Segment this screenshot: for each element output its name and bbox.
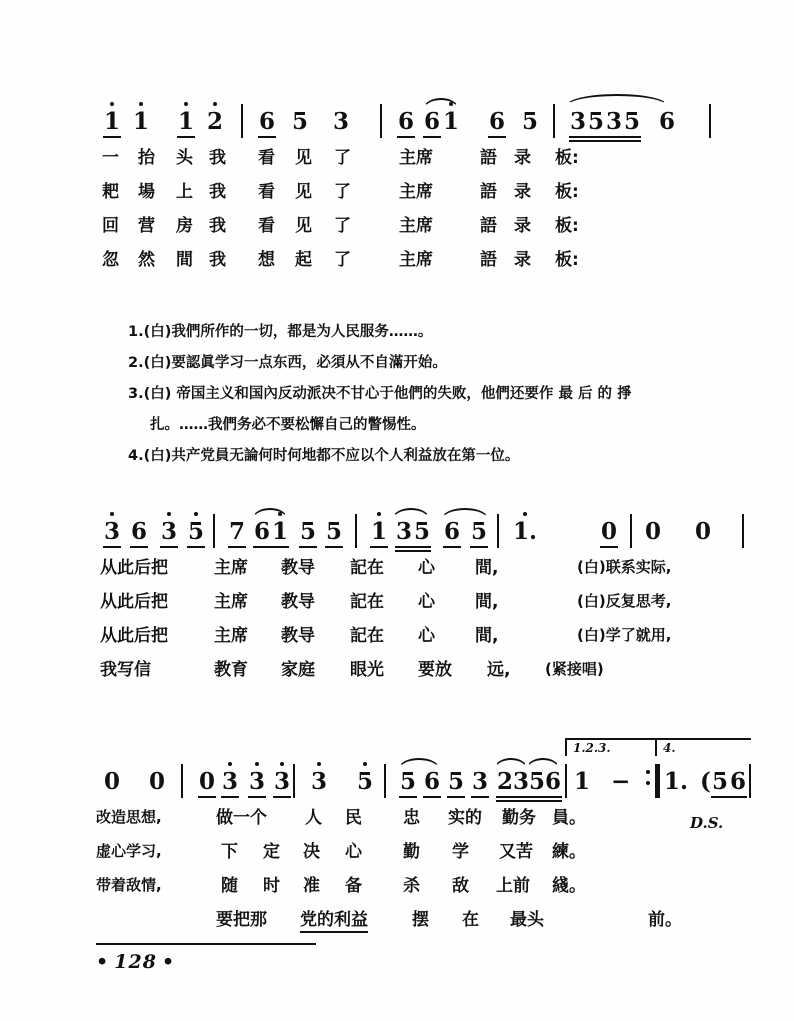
note-6: 6 <box>259 108 276 135</box>
lyric-syllable: 練。 <box>552 842 586 862</box>
lyric-syllable: 間, <box>475 626 499 646</box>
slur-arc <box>566 94 668 106</box>
lyric-line <box>0 844 794 870</box>
lyric-syllable: 远, <box>487 660 511 680</box>
slur-arc <box>494 758 528 770</box>
lyric-syllable: 記在 <box>350 558 384 578</box>
note-6: 6 <box>424 768 441 795</box>
note-1: 1 <box>104 108 121 135</box>
slur-arc <box>398 758 440 770</box>
note-3: 3 <box>222 768 239 795</box>
note-5: 5 <box>357 768 374 795</box>
barline <box>241 104 243 138</box>
lyric-syllable: 忠 <box>403 808 420 828</box>
lyric-line <box>0 594 794 620</box>
lyric-syllable: 間 <box>176 250 193 270</box>
lyric-syllable: 敌 <box>452 876 469 896</box>
music-system-2 <box>0 506 794 680</box>
lyric-syllable: 党的利益 <box>300 912 368 933</box>
lyric-syllable: 教导 <box>281 626 315 646</box>
lyric-syllable: 心 <box>418 558 435 578</box>
note-6: 6 <box>398 108 415 135</box>
lyric-syllable: 眼光 <box>350 660 384 680</box>
note-3: 3 <box>472 768 489 795</box>
lyric-syllable: 心 <box>418 592 435 612</box>
volta-label: 4. <box>663 741 676 755</box>
note-1: 1. <box>664 768 689 795</box>
barline <box>630 514 632 548</box>
lyric-syllable: 我 <box>209 182 226 202</box>
lyric-syllable: 語 <box>480 216 497 236</box>
lyric-syllable: 又苦 <box>499 842 533 862</box>
beam-line <box>370 546 388 548</box>
beam-line <box>544 800 562 802</box>
lyric-syllable: 定 <box>263 842 280 862</box>
spoken-line: 2.(白)要認眞学习一点东西，必須从不自滿开始。 <box>128 355 447 372</box>
lyric-syllable: 綫。 <box>552 876 586 896</box>
spoken-line: 1.(白)我們所作的一切，都是为人民服务……。 <box>128 324 433 340</box>
lyric-syllable: 起 <box>295 250 312 270</box>
note-5: 5 <box>522 108 539 135</box>
lyric-line <box>0 878 794 904</box>
lyric-line <box>0 912 794 938</box>
lyric-syllable: (白)反复思考, <box>577 592 672 610</box>
note-6: 6 <box>254 518 271 545</box>
lyric-syllable: 前。 <box>648 910 682 930</box>
lyric-syllable: 录 <box>514 216 531 236</box>
slur-arc <box>392 508 430 520</box>
lyric-syllable: 准 <box>303 876 320 896</box>
slur-arc <box>526 758 560 770</box>
note-5: 5 <box>624 108 641 135</box>
note-3: 3 <box>570 108 587 135</box>
lyric-syllable: 民 <box>345 808 362 828</box>
note-0: 0 <box>199 768 216 795</box>
note-row-2 <box>0 506 794 556</box>
lyric-syllable: 上 <box>176 182 193 202</box>
note-2: 2 <box>497 768 514 795</box>
beam-line <box>253 546 271 548</box>
beam-line <box>413 546 431 548</box>
lyric-syllable: 板: <box>555 250 579 270</box>
lyric-syllable: 看 <box>258 216 275 236</box>
spoken-text-block <box>128 322 728 477</box>
barline <box>384 764 386 798</box>
beam-line <box>397 136 415 138</box>
beam-line <box>470 546 488 548</box>
note-5: 5 <box>292 108 309 135</box>
note-5: 5 <box>414 518 431 545</box>
barline <box>565 764 567 798</box>
volta-label: 1.2.3. <box>573 741 611 755</box>
note-1: 1 <box>272 518 289 545</box>
lyric-syllable: 我写信 <box>100 660 151 680</box>
lyric-syllable: 要放 <box>418 660 452 680</box>
lyric-syllable: 录 <box>514 250 531 270</box>
lyric-syllable: 語 <box>480 182 497 202</box>
note-5: 5 <box>712 768 729 795</box>
lyric-syllable: 我 <box>209 250 226 270</box>
note-1: 1 <box>443 108 460 135</box>
beam-line <box>103 136 121 138</box>
lyric-syllable: 上前 <box>496 876 530 896</box>
lyric-syllable: 板: <box>555 182 579 202</box>
beam-line <box>177 136 195 138</box>
lyric-line <box>0 662 794 688</box>
lyric-syllable: 心 <box>418 626 435 646</box>
note-3: 3 <box>606 108 623 135</box>
lyric-syllable: 时 <box>263 876 280 896</box>
volta-bracket <box>565 738 657 756</box>
lyric-syllable: 从此后把 <box>100 558 168 578</box>
lyric-syllable: 下 <box>221 842 238 862</box>
note-1: 1. <box>513 518 538 545</box>
lyric-syllable: 間, <box>475 558 499 578</box>
beam-line <box>623 140 641 142</box>
lyric-syllable: 杀 <box>403 876 420 896</box>
lyric-syllable: 板: <box>555 216 579 236</box>
beam-line <box>325 546 343 548</box>
note-0: 0 <box>149 768 166 795</box>
lyric-syllable: 决 <box>303 842 320 862</box>
lyric-syllable: 主席 <box>214 558 248 578</box>
lyric-syllable: 看 <box>258 148 275 168</box>
note-6: 6 <box>424 108 441 135</box>
lyric-syllable: 营 <box>138 216 155 236</box>
lyric-syllable: 见 <box>295 216 312 236</box>
note-6: 6 <box>545 768 562 795</box>
lyric-syllable: 勤 <box>403 842 420 862</box>
lyric-syllable: 耙 <box>102 182 119 202</box>
beam-line <box>248 796 266 798</box>
lyric-line <box>0 218 794 244</box>
beam-line <box>273 796 291 798</box>
page-footer <box>96 943 316 973</box>
lyric-syllable: 见 <box>295 148 312 168</box>
beam-line <box>711 796 729 798</box>
lyric-syllable: 家庭 <box>281 660 315 680</box>
lyric-syllable: 場 <box>138 182 155 202</box>
lyric-syllable: (紧接唱) <box>545 660 604 678</box>
lyric-syllable: 抬 <box>138 148 155 168</box>
spoken-line: 3.(白) 帝国主义和国內反动派决不甘心于他們的失败，他們还要作 最 后 的 掙 <box>128 386 632 403</box>
barline <box>553 104 555 138</box>
beam-line <box>221 796 239 798</box>
note-3: 3 <box>274 768 291 795</box>
beam-line <box>587 140 605 142</box>
lyric-syllable: 勤务 <box>502 808 536 828</box>
lyric-syllable: 虚心学习, <box>96 842 162 860</box>
lyric-syllable: 录 <box>514 182 531 202</box>
note-6: 6 <box>730 768 747 795</box>
barline <box>355 514 357 548</box>
lyric-syllable: 学 <box>452 842 469 862</box>
beam-line <box>395 550 413 552</box>
lyric-syllable: 板: <box>555 148 579 168</box>
lyric-syllable: 我 <box>209 216 226 236</box>
barline <box>181 764 183 798</box>
note-1: 1 <box>178 108 195 135</box>
spoken-line: 4.(白)共产党員无論何时何地都不应以个人利益放在第一位。 <box>128 448 520 465</box>
lyric-line <box>0 184 794 210</box>
beam-line <box>447 796 465 798</box>
note-5: 5 <box>326 518 343 545</box>
lyric-syllable: 主席 <box>214 626 248 646</box>
note-5: 5 <box>471 518 488 545</box>
slur-arc <box>252 508 288 520</box>
note-0: 0 <box>104 768 121 795</box>
note-3: 3 <box>311 768 328 795</box>
lyric-syllable: 摆 <box>412 910 429 930</box>
beam-line <box>160 546 178 548</box>
lyric-syllable: 了 <box>334 216 351 236</box>
beam-line <box>569 140 587 142</box>
beam-line <box>187 546 205 548</box>
beam-line <box>198 796 216 798</box>
lyric-syllable: 主席 <box>214 592 248 612</box>
note-3: 3 <box>161 518 178 545</box>
barline <box>213 514 215 548</box>
page-marker-right: • <box>162 951 176 973</box>
barline <box>497 514 499 548</box>
lyric-syllable: 員。 <box>552 808 586 828</box>
lyric-syllable: 間, <box>475 592 499 612</box>
beam-line <box>605 136 623 138</box>
lyric-syllable: 了 <box>334 182 351 202</box>
note-5: 5 <box>588 108 605 135</box>
beam-line <box>228 546 246 548</box>
lyric-syllable: 做一个 <box>216 808 267 828</box>
lyric-syllable: 在 <box>462 910 479 930</box>
beam-line <box>130 546 148 548</box>
note-3: 3 <box>104 518 121 545</box>
note-6: 6 <box>444 518 461 545</box>
note-5: 5 <box>448 768 465 795</box>
slur-arc <box>423 98 459 110</box>
lyric-syllable: 語 <box>480 148 497 168</box>
lyric-syllable: 記在 <box>350 592 384 612</box>
beam-line <box>423 796 441 798</box>
lyric-syllable: 房 <box>176 216 193 236</box>
lyric-syllable: 主席 <box>399 250 433 270</box>
beam-line <box>103 546 121 548</box>
note-: ( <box>700 768 711 795</box>
note-row-1 <box>0 96 794 146</box>
barline <box>749 764 751 798</box>
lyric-syllable: 头 <box>176 148 193 168</box>
beam-line <box>488 136 506 138</box>
beam-line <box>600 546 618 548</box>
repeat-dots <box>646 770 650 792</box>
lyric-syllable: 教导 <box>281 558 315 578</box>
lyric-syllable: 要把那 <box>216 910 267 930</box>
lyric-syllable: 教导 <box>281 592 315 612</box>
note-: − <box>611 768 631 795</box>
lyric-syllable: 从此后把 <box>100 592 168 612</box>
page-marker-left: • <box>96 951 110 973</box>
note-3: 3 <box>333 108 350 135</box>
beam-line <box>399 796 417 798</box>
lyric-syllable: 心 <box>345 842 362 862</box>
note-3: 3 <box>396 518 413 545</box>
lyric-syllable: 了 <box>334 148 351 168</box>
lyric-syllable: 語 <box>480 250 497 270</box>
note-0: 0 <box>695 518 712 545</box>
lyric-syllable: 主席 <box>399 148 433 168</box>
beam-line <box>299 546 317 548</box>
note-5: 5 <box>300 518 317 545</box>
lyric-syllable: 人 <box>305 808 322 828</box>
lyric-syllable: 从此后把 <box>100 626 168 646</box>
music-system-1 <box>0 96 794 270</box>
note-6: 6 <box>489 108 506 135</box>
note-1: 1 <box>371 518 388 545</box>
beam-line <box>471 796 489 798</box>
lyric-syllable: 記在 <box>350 626 384 646</box>
note-6: 6 <box>131 518 148 545</box>
lyric-syllable: 一 <box>102 148 119 168</box>
lyric-line <box>0 560 794 586</box>
beam-line <box>569 136 587 138</box>
note-1: 1 <box>133 108 150 135</box>
note-2: 2 <box>207 108 224 135</box>
lyric-line <box>0 150 794 176</box>
lyric-syllable: 了 <box>334 250 351 270</box>
lyric-syllable: (白)联系实际, <box>577 558 672 576</box>
lyric-syllable: 教育 <box>214 660 248 680</box>
barline <box>380 104 382 138</box>
beam-line <box>587 136 605 138</box>
note-3: 3 <box>249 768 266 795</box>
volta-bracket <box>655 738 751 756</box>
note-0: 0 <box>601 518 618 545</box>
lyric-syllable: 带着敌情, <box>96 876 162 894</box>
beam-line <box>395 546 413 548</box>
lyric-syllable: 随 <box>221 876 238 896</box>
lyric-syllable: 想 <box>258 250 275 270</box>
spoken-line: 扎。……我們务必不要松懈自己的瞥惕性。 <box>150 417 426 434</box>
lyric-syllable: 见 <box>295 182 312 202</box>
note-3: 3 <box>513 768 530 795</box>
lyric-syllable: 看 <box>258 182 275 202</box>
beam-line <box>443 546 461 548</box>
beam-line <box>258 136 276 138</box>
lyric-line <box>0 252 794 278</box>
barline <box>742 514 744 548</box>
lyric-syllable: 备 <box>345 876 362 896</box>
lyric-syllable: 回 <box>102 216 119 236</box>
barline <box>709 104 711 138</box>
beam-line <box>605 140 623 142</box>
note-0: 0 <box>645 518 662 545</box>
beam-line <box>544 796 562 798</box>
lyric-syllable: 主席 <box>399 182 433 202</box>
beam-line <box>423 136 441 138</box>
music-system-3 <box>0 741 794 930</box>
note-7: 7 <box>229 518 246 545</box>
lyric-line <box>0 810 794 836</box>
lyric-syllable: (白)学了就用, <box>577 626 672 644</box>
ds-marking: D.S. <box>690 814 724 832</box>
lyric-syllable: 实的 <box>448 808 482 828</box>
lyric-syllable: 主席 <box>399 216 433 236</box>
lyric-syllable: 然 <box>138 250 155 270</box>
beam-line <box>413 550 431 552</box>
barline <box>293 764 295 798</box>
note-5: 5 <box>188 518 205 545</box>
lyric-syllable: 改造思想, <box>96 808 162 826</box>
lyric-syllable: 忽 <box>102 250 119 270</box>
slur-arc <box>441 508 489 520</box>
note-6: 6 <box>659 108 676 135</box>
note-5: 5 <box>400 768 417 795</box>
repeat-barline <box>656 764 660 798</box>
lyric-syllable: 最头 <box>510 910 544 930</box>
beam-line <box>623 136 641 138</box>
beam-line <box>271 546 289 548</box>
note-1: 1 <box>574 768 591 795</box>
page-number: 128 <box>114 951 157 973</box>
note-row-3 <box>0 741 794 806</box>
note-5: 5 <box>529 768 546 795</box>
beam-line <box>729 796 747 798</box>
lyric-syllable: 录 <box>514 148 531 168</box>
lyric-line <box>0 628 794 654</box>
lyric-syllable: 我 <box>209 148 226 168</box>
